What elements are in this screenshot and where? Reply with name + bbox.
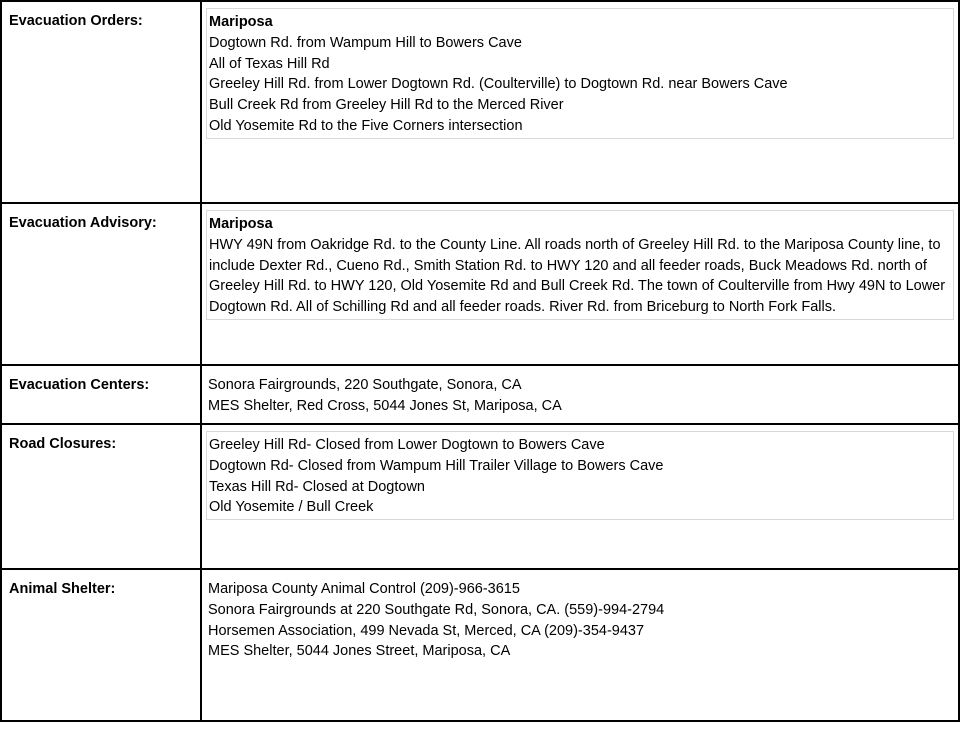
evacuation-advisory-box (206, 210, 954, 320)
evacuation-orders-box (206, 8, 954, 139)
animal-shelter-item: Mariposa County Animal Control (209)-966-3615 (208, 581, 520, 597)
animal-shelter-item: MES Shelter, 5044 Jones Street, Mariposa, CA (208, 643, 511, 660)
evacuation-advisory-text: HWY 49N from Oakridge Rd. to the County Line. All roads north of Greeley Hill Rd. to the Mariposa County line, to include Dexter Rd., Cueno Rd., Smith Station Rd. to HWY 120 and all feeder roads, Buck Meadows Rd. north of Greeley Hill Rd. to HWY 120, Old Yosemite Rd and Bull Creek Rd. The town of Coulterville from Hwy 49N to Lower Dogtown Rd. All of Schilling Rd and all feeder roads. River Rd. from Briceburg to North Fork Falls. (209, 236, 946, 316)
evacuation-advisory-area: Mariposa (209, 216, 273, 232)
evacuation-centers-cell (201, 365, 959, 424)
evacuation-order-item: Old Yosemite Rd to the Five Corners intersection (209, 117, 523, 134)
evacuation-centers-label: Evacuation Centers: (1, 365, 201, 424)
evacuation-centers-list (206, 372, 954, 418)
road-closures-cell (201, 424, 959, 569)
road-closures-label: Road Closures: (1, 424, 201, 569)
animal-shelter-row (1, 569, 959, 721)
road-closure-item: Greeley Hill Rd- Closed from Lower Dogtown to Bowers Cave (209, 437, 605, 453)
animal-shelter-label: Animal Shelter: (1, 569, 201, 721)
evacuation-order-item: Dogtown Rd. from Wampum Hill to Bowers Cave (209, 34, 522, 51)
evacuation-center-item: Sonora Fairgrounds, 220 Southgate, Sonora, CA (208, 377, 522, 393)
evacuation-order-item: All of Texas Hill Rd (209, 55, 330, 72)
animal-shelter-cell (201, 569, 959, 721)
animal-shelter-item: Horsemen Association, 499 Nevada St, Merced, CA (209)-354-9437 (208, 622, 645, 639)
evacuation-orders-area: Mariposa (209, 14, 273, 30)
evacuation-center-item: MES Shelter, Red Cross, 5044 Jones St, Mariposa, CA (208, 397, 562, 414)
road-closures-row (1, 424, 959, 569)
evacuation-orders-row (1, 1, 959, 203)
evacuation-advisory-label: Evacuation Advisory: (1, 203, 201, 365)
road-closures-box (206, 431, 954, 520)
evacuation-centers-row (1, 365, 959, 424)
road-closure-item: Old Yosemite / Bull Creek (209, 499, 374, 516)
road-closure-item: Texas Hill Rd- Closed at Dogtown (209, 478, 425, 495)
evacuation-order-item: Greeley Hill Rd. from Lower Dogtown Rd. (Coulterville) to Dogtown Rd. near Bowers Cave (209, 76, 788, 93)
evacuation-advisory-row (1, 203, 959, 365)
animal-shelter-item: Sonora Fairgrounds at 220 Southgate Rd, Sonora, CA. (559)-994-2794 (208, 601, 665, 618)
road-closure-item: Dogtown Rd- Closed from Wampum Hill Trailer Village to Bowers Cave (209, 457, 664, 474)
animal-shelter-list (206, 576, 954, 663)
evacuation-order-item: Bull Creek Rd from Greeley Hill Rd to the Merced River (209, 97, 564, 114)
evacuation-orders-cell (201, 1, 959, 203)
evacuation-advisory-cell (201, 203, 959, 365)
evacuation-orders-label: Evacuation Orders: (1, 1, 201, 203)
